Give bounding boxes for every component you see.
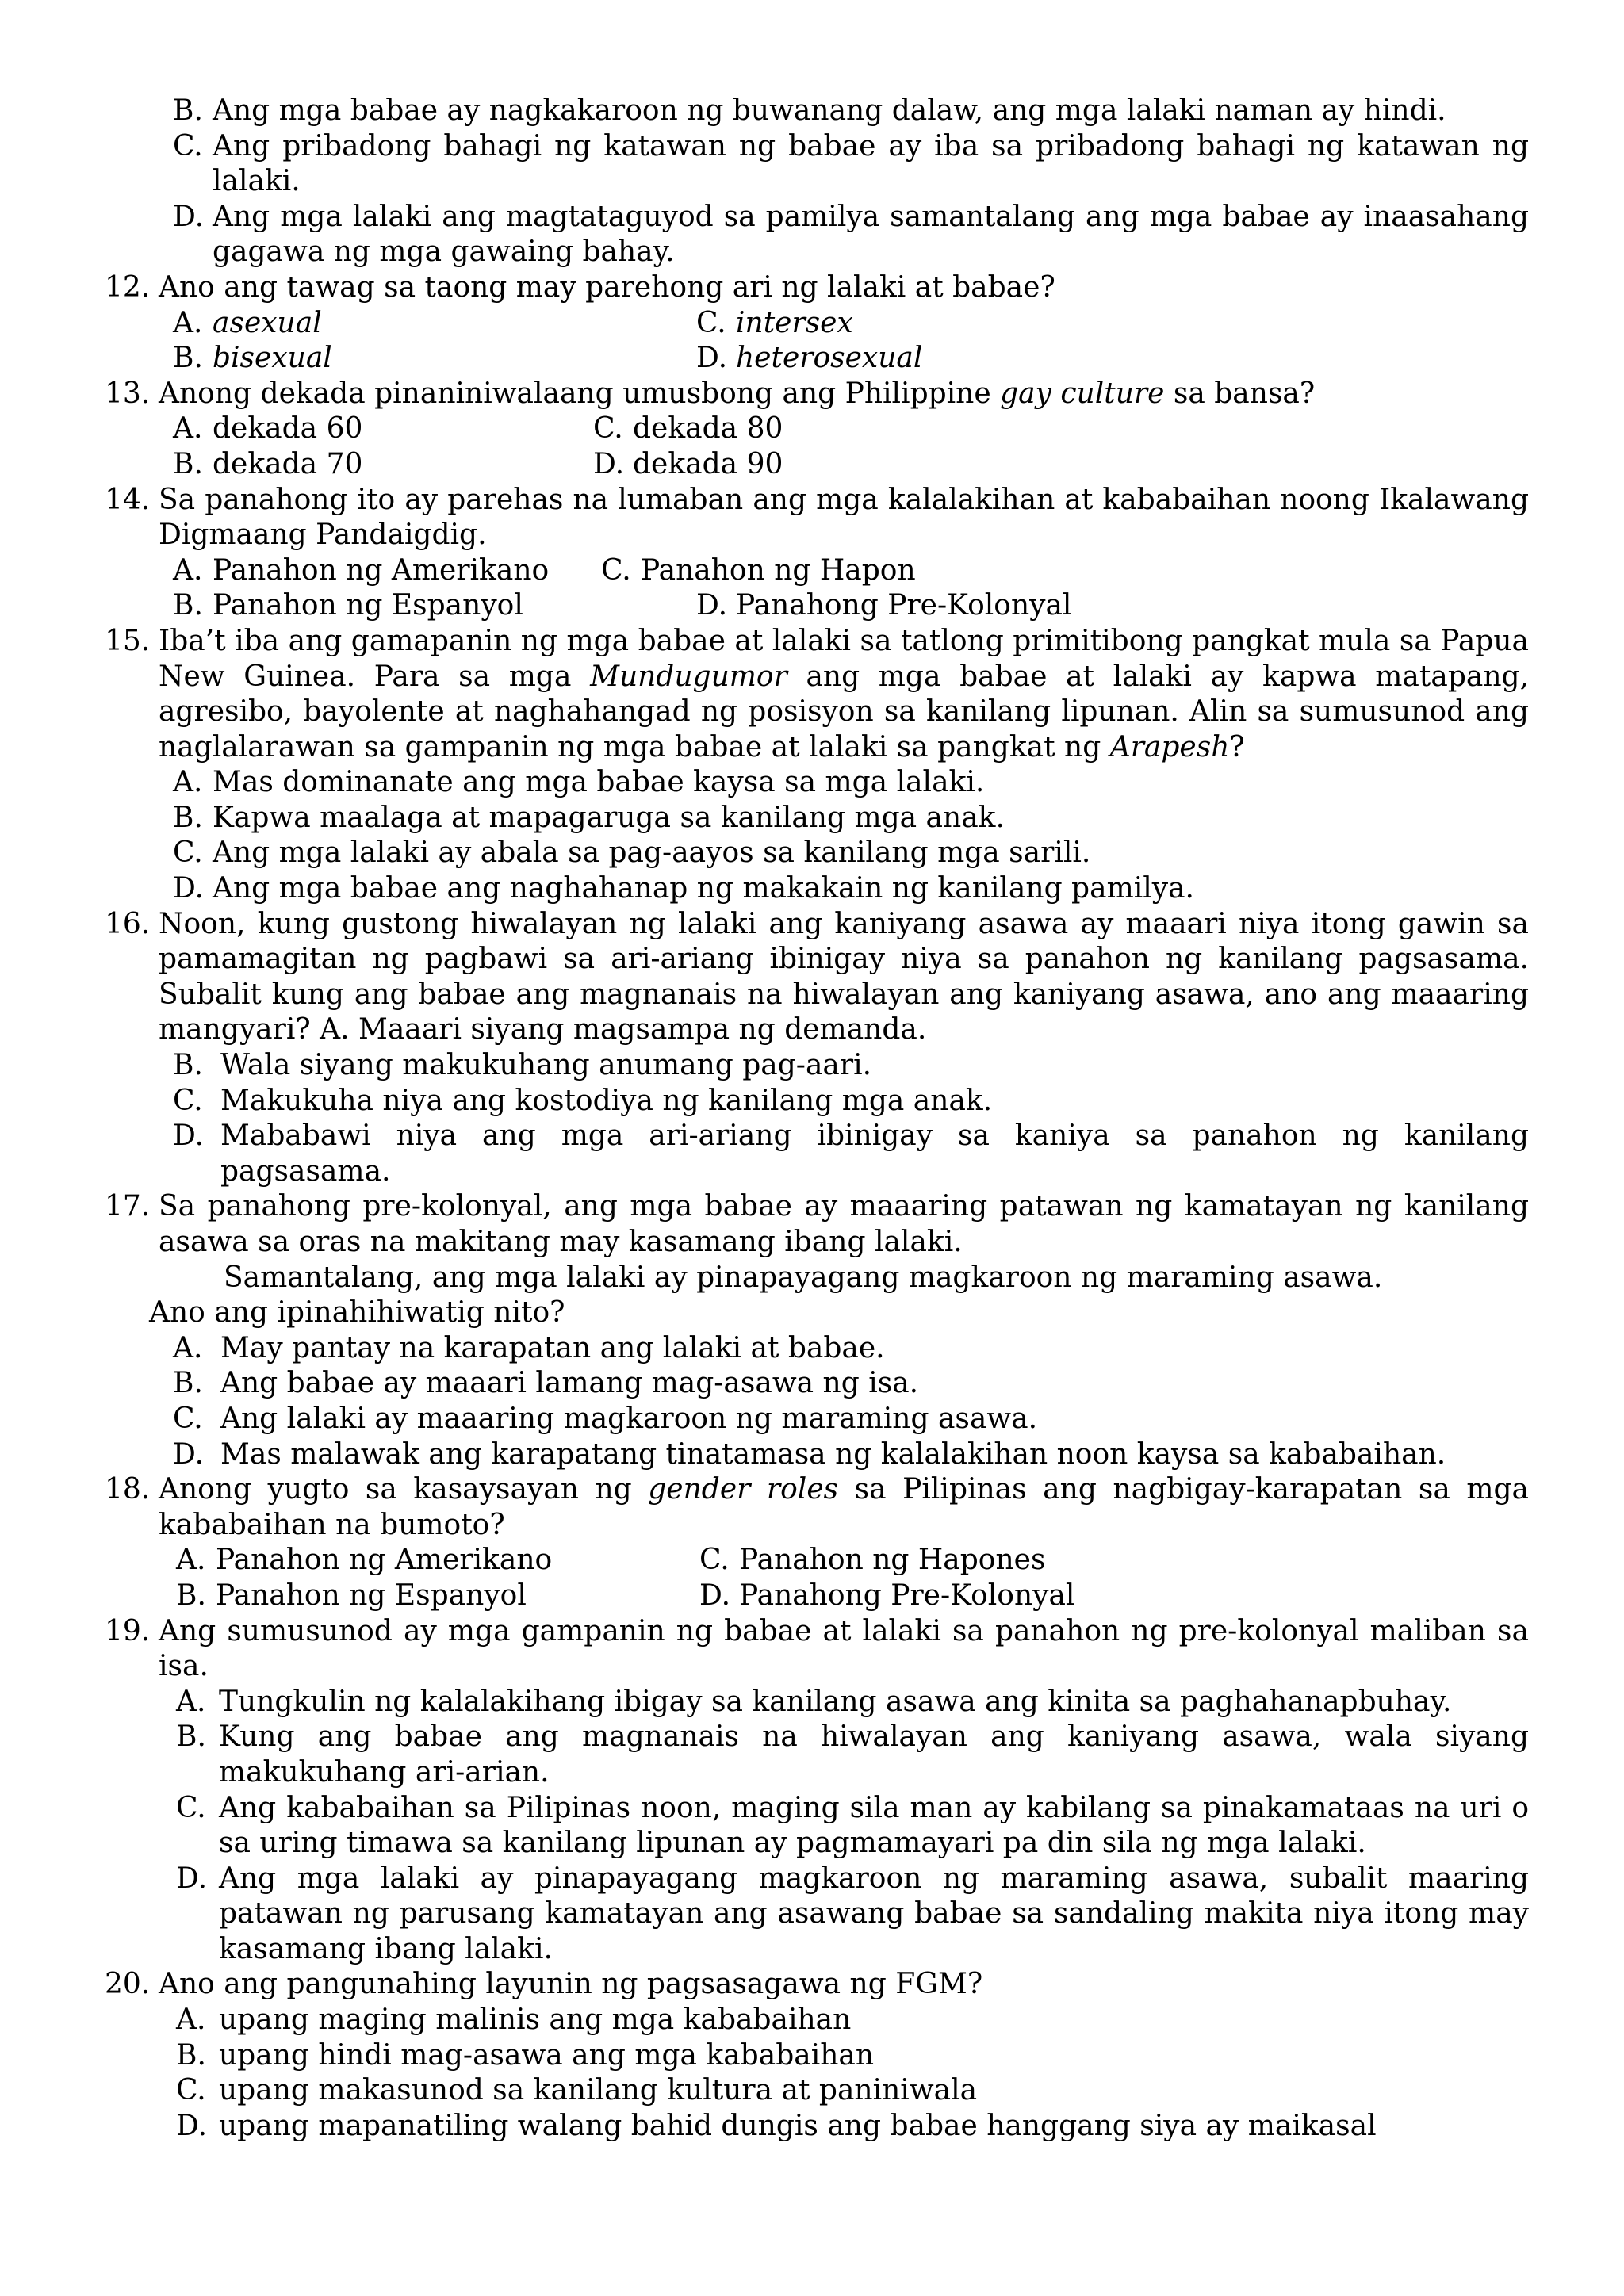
- option-12-b: [173, 341, 696, 377]
- option-text: Ang lalaki ay maaaring magkaroon ng maraming asawa.: [220, 1402, 1038, 1435]
- question-12: [105, 270, 1529, 306]
- option-text: Panahon ng Amerikano: [216, 1544, 553, 1577]
- question-number: 13.: [105, 377, 151, 410]
- option-13-d: [593, 447, 1529, 483]
- option-16-c: [121, 1084, 1529, 1119]
- option-letter: A.: [173, 412, 203, 446]
- option-15-c: [121, 836, 1529, 871]
- option-14-d: [696, 588, 1529, 624]
- option-letter: B.: [173, 342, 203, 375]
- option-16-b: [121, 1048, 1529, 1084]
- option-11-c: [121, 129, 1529, 200]
- option-text: Panahon ng Amerikano: [213, 553, 550, 587]
- option-text: Ang babae ay maaari lamang mag-asawa ng isa.: [220, 1367, 919, 1400]
- question-text: Ano ang pangunahing layunin ng pagsasagawa ng FGM?: [159, 1968, 983, 2001]
- option-letter: D.: [696, 589, 728, 622]
- question-14: [105, 483, 1529, 553]
- option-letter: C.: [173, 1402, 203, 1435]
- option-letter: C.: [176, 1791, 206, 1824]
- option-19-b: [121, 1720, 1529, 1790]
- option-letter: C.: [173, 836, 203, 870]
- question-16-options: [121, 1048, 1529, 1189]
- option-text: Kung ang babae ang magnanais na hiwalayan ang kaniyang asawa, wala siyang makukuhang ari-arian.: [219, 1720, 1529, 1789]
- option-text: Panahon ng Espanyol: [213, 589, 523, 622]
- question-12-options: [121, 306, 1529, 377]
- option-text: Kapwa maalaga at mapagaruga sa kanilang mga anak.: [213, 801, 1005, 834]
- question-13: [105, 377, 1529, 412]
- option-text: Mababawi niya ang mga ari-ariang ibinigay sa kaniya sa panahon ng kanilang pagsasama.: [220, 1119, 1529, 1188]
- option-letter: A.: [176, 1544, 206, 1577]
- option-letter: C.: [696, 306, 726, 339]
- option-letter: A.: [173, 1331, 203, 1364]
- question-17: [105, 1189, 1529, 1260]
- question-text: Sa panahong pre-kolonyal, ang mga babae ay maaaring patawan ng kamatayan ng kanilang asawa sa oras na makitang may kasamang ibang lalaki.: [159, 1190, 1529, 1258]
- question-20-options: [121, 2003, 1529, 2144]
- option-letter: B.: [176, 1720, 206, 1754]
- option-text: dekada 90: [633, 447, 783, 480]
- question-number: 19.: [105, 1614, 151, 1647]
- option-15-d: [121, 871, 1529, 907]
- question-18-options: [121, 1543, 1529, 1613]
- option-19-d: [121, 1862, 1529, 1968]
- option-text: Makukuha niya ang kostodiya ng kanilang mga anak.: [220, 1084, 993, 1117]
- option-letter: B.: [176, 1578, 206, 1612]
- question-15-options: [121, 765, 1529, 906]
- option-19-a: [121, 1685, 1529, 1720]
- option-text: upang makasunod sa kanilang kultura at paniniwala: [219, 2074, 978, 2107]
- option-text: dekada 70: [213, 447, 363, 480]
- question-17-line-2: Samantalang, ang mga lalaki ay pinapayagang magkaroon ng maraming asawa.: [224, 1261, 1383, 1294]
- option-letter: C.: [601, 553, 631, 587]
- question-17-ask: Ano ang ipinahihiwatig nito?: [149, 1296, 565, 1330]
- option-letter: D.: [176, 1862, 208, 1895]
- option-letter: D.: [173, 200, 205, 233]
- option-letter: C.: [173, 129, 203, 163]
- option-text: bisexual: [213, 342, 332, 375]
- option-text: dekada 60: [213, 412, 363, 446]
- option-text: Ang mga lalaki ay abala sa pag-aayos sa kanilang mga sarili.: [213, 836, 1091, 870]
- question-text: Sa panahong ito ay parehas na lumaban ang mga kalalakihan at kababaihan noong Ikalawang Digmaang Pandaigdig.: [159, 483, 1529, 552]
- option-11-d: [121, 200, 1529, 270]
- option-text: intersex: [736, 306, 853, 339]
- option-20-a: [121, 2003, 1529, 2038]
- option-text: Wala siyang makukuhang anumang pag-aari.: [220, 1049, 872, 1082]
- question-text: Anong dekada pinaniniwalaang umusbong ang Philippine gay culture sa bansa?: [159, 377, 1316, 410]
- option-letter: A.: [173, 553, 203, 587]
- option-letter: A.: [176, 2003, 206, 2037]
- option-text: Ang mga babae ang naghahanap ng makakain ng kanilang pamilya.: [213, 872, 1194, 905]
- option-letter: D.: [696, 342, 728, 375]
- question-13-options: [121, 411, 1529, 482]
- question-17-options: [121, 1331, 1529, 1472]
- question-16: [105, 907, 1529, 1048]
- question-number: 12.: [105, 270, 151, 304]
- option-letter: D.: [173, 872, 205, 905]
- option-letter: A.: [173, 306, 203, 339]
- question-19: [105, 1614, 1529, 1685]
- option-letter: D.: [173, 1437, 205, 1471]
- option-17-b: [121, 1366, 1529, 1402]
- option-text: Panahon ng Espanyol: [216, 1578, 527, 1612]
- option-text: upang maging malinis ang mga kababaihan: [219, 2003, 852, 2037]
- option-letter: B.: [173, 1367, 203, 1400]
- option-letter: B.: [173, 1049, 203, 1082]
- option-text: Panahong Pre-Kolonyal: [736, 589, 1072, 622]
- option-text: Ang kababaihan sa Pilipinas noon, maging sila man ay kabilang sa pinakamataas na uri o sa uring timawa sa kanilang lipunan ay pagmamayari pa din sila ng mga lalaki.: [219, 1791, 1529, 1860]
- option-text: Ang mga babae ay nagkakaroon ng buwanang dalaw, ang mga lalaki naman ay hindi.: [213, 94, 1446, 127]
- question-text: Ang sumusunod ay mga gampanin ng babae at lalaki sa panahon ng pre-kolonyal maliban sa isa.: [159, 1614, 1529, 1683]
- question-number: 20.: [105, 1968, 151, 2001]
- option-20-d: [121, 2109, 1529, 2145]
- question-text: Ano ang tawag sa taong may parehong ari ng lalaki at babae?: [159, 270, 1055, 304]
- option-12-d: [696, 341, 1529, 377]
- question-11-options: [121, 94, 1529, 270]
- option-letter: C.: [699, 1544, 730, 1577]
- option-text: Ang pribadong bahagi ng katawan ng babae ay iba sa pribadong bahagi ng katawan ng lalaki.: [213, 129, 1529, 198]
- option-14-b: [173, 588, 601, 624]
- option-text: Panahon ng Hapon: [641, 553, 916, 587]
- question-18: [105, 1472, 1529, 1543]
- option-text: dekada 80: [633, 412, 783, 446]
- option-text: Mas malawak ang karapatang tinatamasa ng kalalakihan noon kaysa sa kababaihan.: [220, 1437, 1446, 1471]
- question-number: 16.: [105, 907, 151, 940]
- option-text: Ang mga lalaki ang magtataguyod sa pamilya samantalang ang mga babae ay inaasahang gagawa ng mga gawaing bahay.: [213, 200, 1529, 269]
- option-text: Ang mga lalaki ay pinapayagang magkaroon ng maraming asawa, subalit maaring patawan ng parusang kamatayan ang asawang babae sa sandaling makita niya itong may kasamang ibang lalaki.: [219, 1862, 1529, 1965]
- option-12-c: [696, 306, 1529, 342]
- option-18-b: [176, 1578, 699, 1614]
- question-number: 15.: [105, 624, 151, 657]
- option-text: Panahon ng Hapones: [739, 1544, 1046, 1577]
- option-17-a: [121, 1331, 1529, 1367]
- option-letter: A.: [176, 1685, 206, 1718]
- option-letter: B.: [173, 94, 203, 127]
- option-text: Mas dominanate ang mga babae kaysa sa mga lalaki.: [213, 766, 985, 799]
- option-letter: C.: [593, 412, 623, 446]
- option-18-d: [699, 1578, 1529, 1614]
- option-18-c: [699, 1543, 1529, 1578]
- option-letter: D.: [699, 1578, 731, 1612]
- option-12-a: [173, 306, 696, 342]
- option-text: heterosexual: [736, 342, 923, 375]
- option-19-c: [121, 1791, 1529, 1862]
- option-text: May pantay na karapatan ang lalaki at babae.: [220, 1331, 885, 1364]
- option-13-b: [173, 447, 593, 483]
- option-16-d: [121, 1119, 1529, 1189]
- option-14-a: [173, 553, 601, 589]
- option-11-b: [121, 94, 1529, 129]
- option-18-a: [176, 1543, 699, 1578]
- option-text: asexual: [213, 306, 322, 339]
- question-number: 17.: [105, 1190, 151, 1223]
- option-text: upang hindi mag-asawa ang mga kababaihan: [219, 2038, 875, 2072]
- question-14-options: [121, 553, 1529, 624]
- option-15-a: [121, 765, 1529, 801]
- option-letter: C.: [176, 2074, 206, 2107]
- option-text: Panahong Pre-Kolonyal: [739, 1578, 1075, 1612]
- option-17-c: [121, 1402, 1529, 1437]
- option-letter: B.: [173, 801, 203, 834]
- question-20: [105, 1967, 1529, 2003]
- option-20-c: [121, 2073, 1529, 2109]
- option-text: upang mapanatiling walang bahid dungis ang babae hanggang siya ay maikasal: [219, 2109, 1377, 2142]
- question-number: 14.: [105, 483, 151, 516]
- option-letter: B.: [176, 2038, 206, 2072]
- option-17-d: [121, 1437, 1529, 1473]
- option-14-c: [601, 553, 1529, 589]
- option-13-c: [593, 411, 1529, 447]
- option-text: Tungkulin ng kalalakihang ibigay sa kanilang asawa ang kinita sa paghahanapbuhay.: [219, 1685, 1452, 1718]
- option-letter: D.: [173, 1119, 205, 1153]
- option-13-a: [173, 411, 593, 447]
- option-15-b: [121, 801, 1529, 836]
- question-19-options: [121, 1685, 1529, 1968]
- option-letter: A.: [173, 766, 203, 799]
- option-letter: B.: [173, 447, 203, 480]
- question-text: Noon, kung gustong hiwalayan ng lalaki ang kaniyang asawa ay maaari niya itong gawin sa pamamagitan ng pagbawi sa ari-ariang ibinigay niya sa panahon ng kanilang pagsasama. Subalit kung ang babae ang magnanais na hiwalayan ang kaniyang asawa, ano ang maaaring mangyari? A. Maaari siyang magsampa ng demanda.: [159, 907, 1529, 1047]
- question-number: 18.: [105, 1473, 151, 1506]
- question-15: [105, 624, 1529, 765]
- option-letter: C.: [173, 1084, 203, 1117]
- question-text: Anong yugto sa kasaysayan ng gender roles sa Pilipinas ang nagbigay-karapatan sa mga kababaihan na bumoto?: [159, 1473, 1529, 1541]
- option-20-b: [121, 2038, 1529, 2074]
- option-letter: D.: [176, 2109, 208, 2142]
- option-letter: B.: [173, 589, 203, 622]
- option-letter: D.: [593, 447, 625, 480]
- question-text: Iba’t iba ang gamapanin ng mga babae at lalaki sa tatlong primitibong pangkat mula sa Papua New Guinea. Para sa mga Mundugumor ang mga babae at lalaki ay kapwa matapang, agresibo, bayolente at naghahangad ng posisyon sa kanilang lipunan. Alin sa sumusunod ang naglalarawan sa gampanin ng mga babae at lalaki sa pangkat ng Arapesh?: [159, 624, 1530, 763]
